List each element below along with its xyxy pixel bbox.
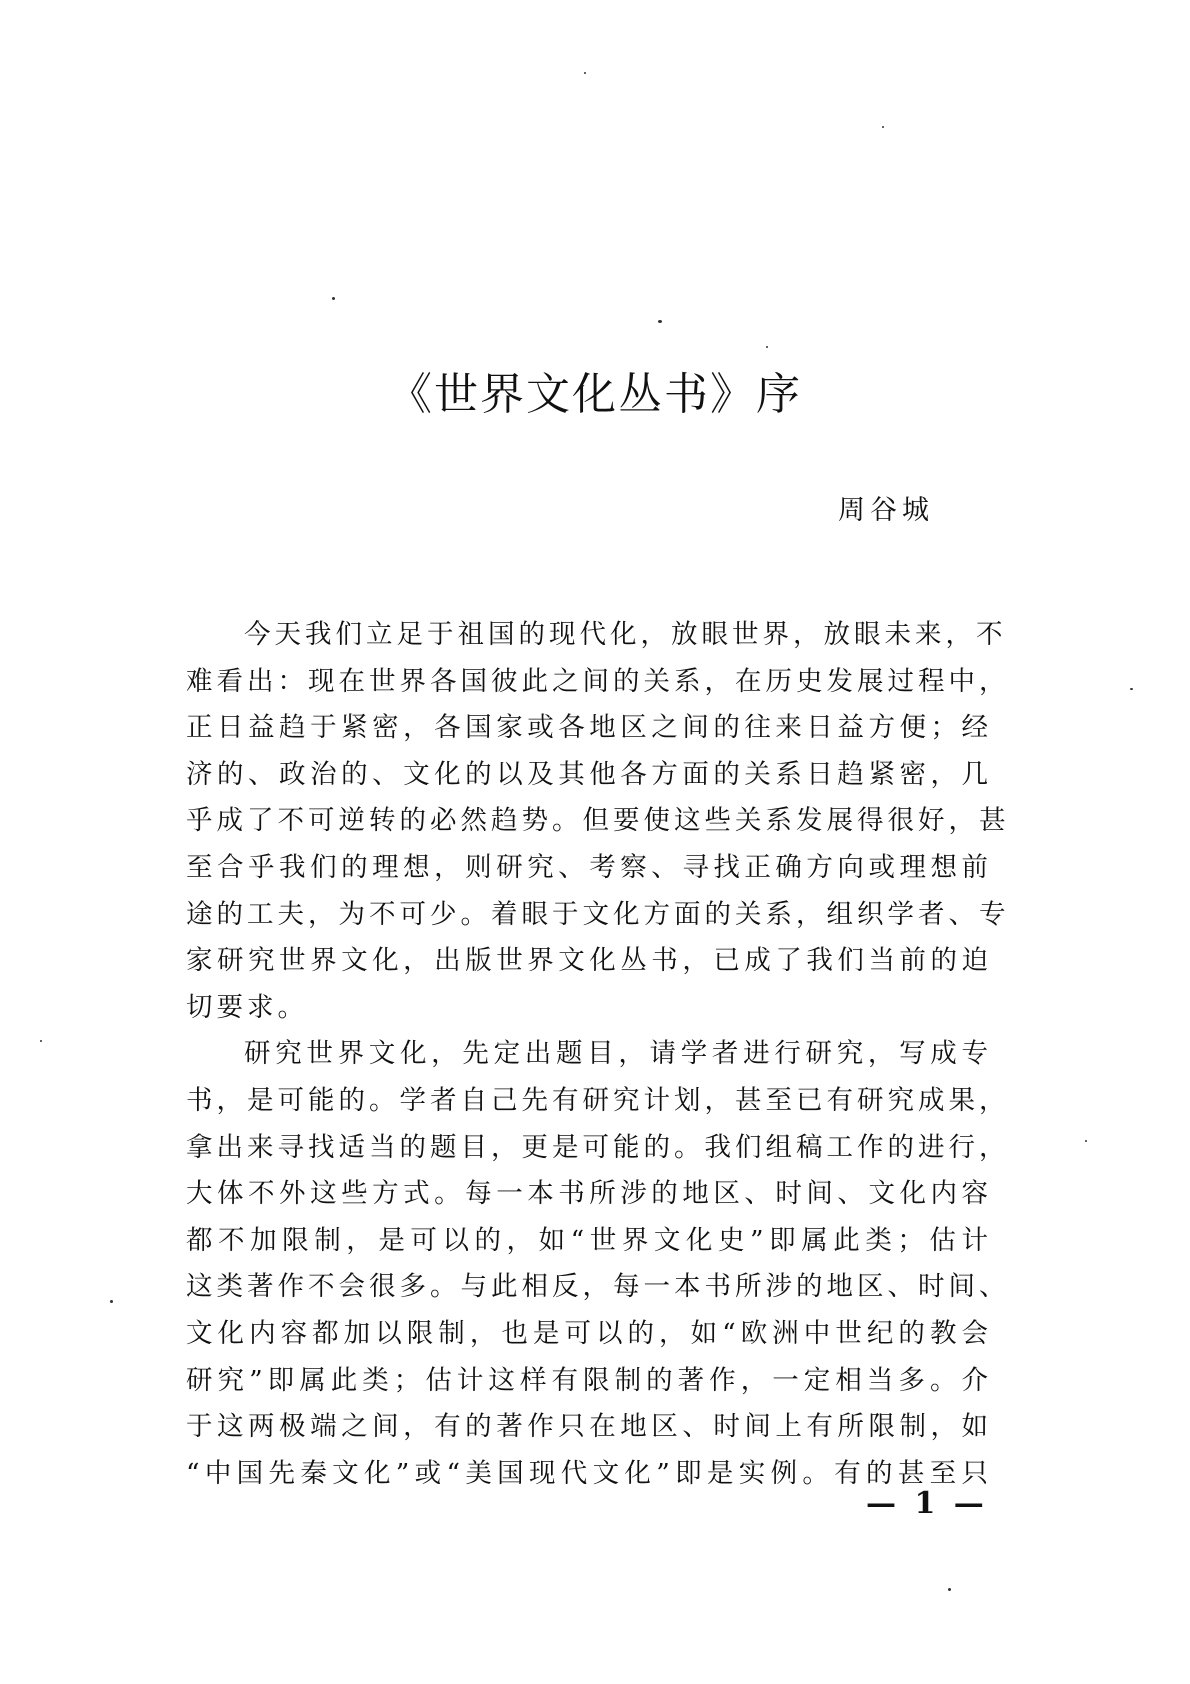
text-line: 书，是可能的。学者自己先有研究计划，甚至已有研究成果， (186, 1084, 1010, 1116)
body-text (186, 612, 1010, 1497)
text-line: 今天我们立足于祖国的现代化，放眼世界，放眼未来，不 (244, 619, 1007, 650)
text-line: 途的工夫，为不可少。着眼于文化方面的关系，组织学者、专 (186, 898, 1010, 930)
page-title: 《世界文化丛书》序 (388, 369, 802, 420)
scan-speck (658, 320, 662, 323)
scan-speck (1085, 1140, 1087, 1142)
scan-speck (766, 346, 768, 348)
text-line: 于这两极端之间，有的著作只在地区、时间上有所限制，如 (186, 1411, 992, 1443)
scan-speck (882, 126, 884, 128)
text-line: 家研究世界文化，出版世界文化丛书，已成了我们当前的迫 (186, 945, 992, 977)
text-line: 切要求。 (186, 991, 308, 1023)
page-number: — 1 — (866, 1486, 988, 1521)
text-line: 研究”即属此类；估计这样有限制的著作，一定相当多。介 (186, 1364, 992, 1396)
text-line: 拿出来寻找适当的题目，更是可能的。我们组稿工作的进行， (186, 1131, 1010, 1163)
text-line: 这类著作不会很多。与此相反，每一本书所涉的地区、时间、 (186, 1271, 1010, 1303)
scan-speck (584, 72, 586, 74)
text-line: 文化内容都加以限制，也是可以的，如“欧洲中世纪的教会 (186, 1317, 992, 1349)
text-line: 济的、政治的、文化的以及其他各方面的关系日趋紧密，几 (186, 758, 992, 790)
scan-speck (40, 1040, 42, 1042)
paragraph-2 (186, 1031, 1010, 1497)
paragraph-1 (186, 612, 1010, 1031)
scan-speck (110, 1300, 113, 1303)
text-line: 难看出：现在世界各国彼此之间的关系，在历史发展过程中， (186, 665, 1010, 697)
scan-speck (948, 1588, 951, 1591)
text-line: 都不加限制，是可以的，如“世界文化史”即属此类；估计 (186, 1224, 992, 1256)
text-line: 乎成了不可逆转的必然趋势。但要使这些关系发展得很好，甚 (186, 805, 1010, 837)
text-line: 大体不外这些方式。每一本书所涉的地区、时间、文化内容 (186, 1178, 992, 1210)
scan-speck (332, 297, 335, 300)
text-line: “中国先秦文化”或“美国现代文化”即是实例。有的甚至只 (186, 1457, 992, 1489)
text-line: 正日益趋于紧密，各国家或各地区之间的往来日益方便；经 (186, 712, 992, 744)
author-name: 周谷城 (838, 495, 934, 526)
text-line: 至合乎我们的理想，则研究、考察、寻找正确方向或理想前 (186, 851, 992, 883)
scan-speck (1130, 688, 1133, 690)
text-line: 研究世界文化，先定出题目，请学者进行研究，写成专 (244, 1038, 992, 1070)
